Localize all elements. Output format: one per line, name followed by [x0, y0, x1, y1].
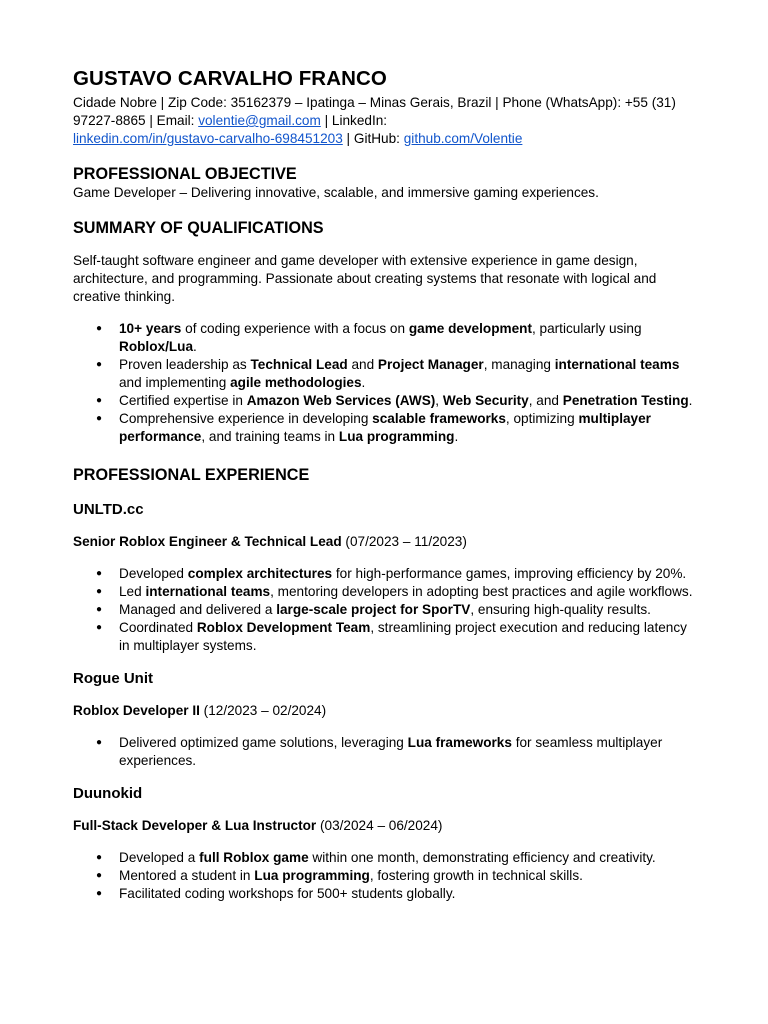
list-item — [73, 583, 698, 601]
contact-info — [73, 94, 698, 148]
text-run: and implementing — [119, 375, 231, 390]
text-run: Managed and delivered a — [119, 602, 277, 617]
text-run: . — [454, 429, 459, 444]
job-title: Roblox Developer II — [73, 703, 200, 718]
text-run: , fostering growth in technical skills. — [369, 868, 583, 883]
company-name: Duunokid — [73, 785, 143, 802]
list-item — [73, 619, 698, 655]
job-bullets — [73, 734, 698, 770]
text-run: Proven leadership as — [119, 357, 251, 372]
list-item — [73, 356, 698, 392]
bold-text: Project Manager — [377, 357, 484, 372]
bold-text: full Roblox game — [199, 850, 309, 865]
text-run: , and — [528, 393, 563, 408]
text-run: Certified expertise in — [119, 393, 247, 408]
bold-text: Web Security — [442, 393, 529, 408]
bold-text: Technical Lead — [250, 357, 348, 372]
text-run: , ensuring high-quality results. — [470, 602, 651, 617]
list-item — [73, 867, 698, 885]
email-link[interactable]: volentie@gmail.com — [198, 113, 321, 128]
bold-text: scalable frameworks — [372, 411, 506, 426]
text-run: Facilitated coding workshops for 500+ students globally. — [119, 886, 456, 901]
objective-text: Game Developer – Delivering innovative, scalable, and immersive gaming experiences. — [73, 185, 599, 200]
job-dates: (07/2023 – 11/2023) — [341, 534, 467, 549]
text-run: Developed — [119, 566, 188, 581]
bold-text: complex architectures — [187, 566, 333, 581]
github-link[interactable]: github.com/Volentie — [403, 131, 523, 146]
summary-heading: SUMMARY OF QUALIFICATIONS — [73, 219, 324, 237]
qualifications-list — [73, 320, 698, 446]
text-run: , managing — [483, 357, 555, 372]
text-run: . — [688, 393, 693, 408]
text-run: Developed a — [119, 850, 200, 865]
text-run: Delivered optimized game solutions, leveraging — [119, 735, 408, 750]
bold-text: international teams — [145, 584, 271, 599]
job-title-line — [73, 533, 698, 551]
job-title-line — [73, 817, 698, 835]
list-item — [73, 601, 698, 619]
bold-text: international teams — [554, 357, 680, 372]
text-run: of coding experience with a focus on — [181, 321, 409, 336]
bold-text: multiplayer performance — [119, 411, 651, 444]
text-run: . — [193, 339, 197, 354]
list-item — [73, 849, 698, 867]
text-run: , streamlining project execution and reducing latency in multiplayer systems. — [119, 620, 687, 653]
list-item — [73, 734, 698, 770]
text-run: Mentored a student in — [119, 868, 255, 883]
linkedin-label: | LinkedIn: — [320, 113, 388, 128]
text-run: Comprehensive experience in developing — [119, 411, 373, 426]
bold-text: 10+ years — [119, 321, 182, 336]
list-item — [73, 320, 698, 356]
job-title-line — [73, 702, 698, 720]
bold-text: Penetration Testing — [562, 393, 689, 408]
text-run: , optimizing — [505, 411, 579, 426]
text-run: , and training teams in — [201, 429, 339, 444]
contact-details: Cidade Nobre | Zip Code: 35162379 – Ipatinga – Minas Gerais, Brazil | Phone (WhatsApp): +55 (31) 97227-8865 | Email: — [73, 95, 676, 128]
list-item — [73, 885, 698, 903]
summary-text: Self-taught software engineer and game developer with extensive experience in game design, architecture, and programming. Passionate about creating systems that resonate with logical and creative thinking. — [73, 253, 657, 304]
job-bullets — [73, 565, 698, 655]
text-run: , particularly using — [531, 321, 642, 336]
bold-text: Roblox Development Team — [196, 620, 371, 635]
bold-text: Roblox/Lua — [119, 339, 194, 354]
bold-text: Lua programming — [254, 868, 370, 883]
bold-text: Amazon Web Services (AWS) — [246, 393, 436, 408]
job-dates: (03/2024 – 06/2024) — [316, 818, 443, 833]
objective-heading: PROFESSIONAL OBJECTIVE — [73, 165, 297, 183]
text-run: Coordinated — [119, 620, 197, 635]
list-item — [73, 565, 698, 583]
bold-text: game development — [408, 321, 532, 336]
text-run: , — [435, 393, 443, 408]
experience-heading: PROFESSIONAL EXPERIENCE — [73, 466, 310, 484]
text-run: . — [361, 375, 366, 390]
bold-text: Lua programming — [338, 429, 455, 444]
list-item — [73, 410, 698, 446]
job-bullets — [73, 849, 698, 903]
text-run: within one month, demonstrating efficiency and creativity. — [308, 850, 656, 865]
github-label: | GitHub: — [342, 131, 404, 146]
job-dates: (12/2023 – 02/2024) — [199, 703, 327, 718]
company-name: Rogue Unit — [73, 670, 153, 687]
text-run: Led — [119, 584, 146, 599]
text-run: and — [347, 357, 378, 372]
bold-text: large-scale project for SporTV — [276, 602, 471, 617]
text-run: for high-performance games, improving efficiency by 20%. — [332, 566, 687, 581]
list-item — [73, 392, 698, 410]
bold-text: Lua frameworks — [407, 735, 512, 750]
linkedin-link[interactable]: linkedin.com/in/gustavo-carvalho-698451203 — [73, 131, 343, 146]
company-name: UNLTD.cc — [73, 501, 144, 518]
text-run: for seamless multiplayer experiences. — [119, 735, 663, 768]
job-title: Full-Stack Developer & Lua Instructor — [73, 818, 317, 833]
job-title: Senior Roblox Engineer & Technical Lead — [73, 534, 342, 549]
bold-text: agile methodologies — [230, 375, 362, 390]
candidate-name: GUSTAVO CARVALHO FRANCO — [73, 67, 387, 90]
text-run: , mentoring developers in adopting best practices and agile workflows. — [270, 584, 693, 599]
